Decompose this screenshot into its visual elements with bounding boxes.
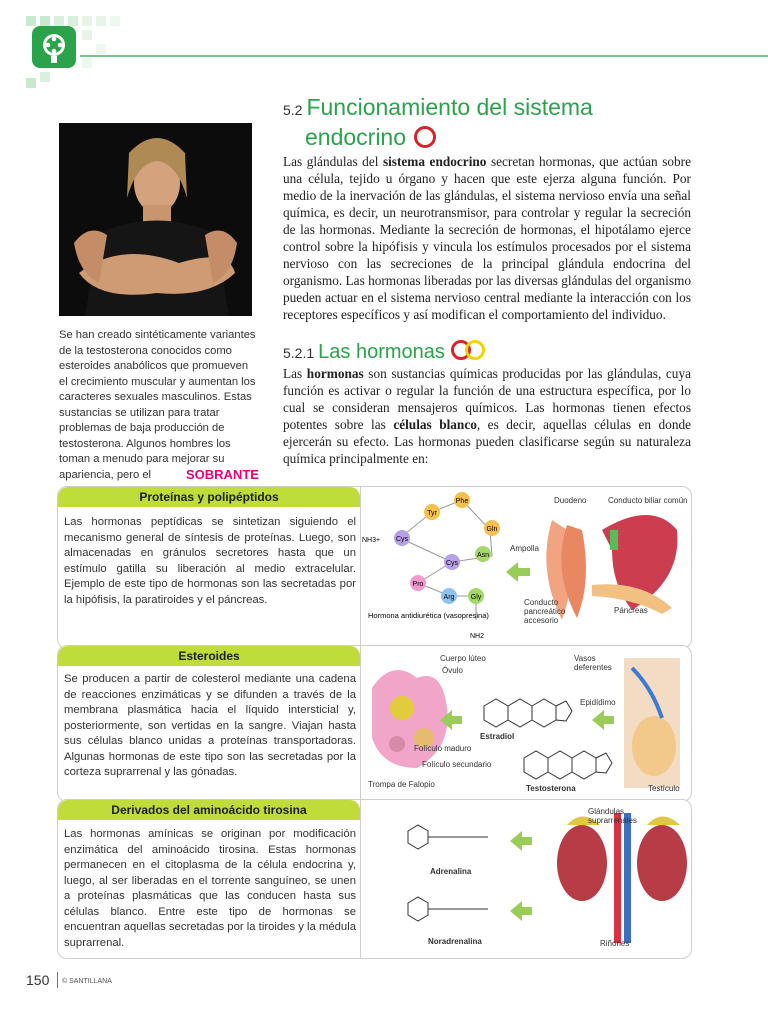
man-photo [59, 123, 252, 316]
testosterona-label: Testosterona [526, 784, 576, 793]
red-circle-mark [414, 126, 436, 148]
node-label: Arg [443, 594, 455, 601]
estradiol-label: Estradiol [480, 732, 515, 741]
yellow-circle-mark [465, 340, 485, 360]
footer-divider [57, 972, 58, 988]
adrenal-diagram [362, 803, 688, 953]
bodybuilder-illustration [59, 123, 252, 316]
card-text: Las hormonas peptídicas se sintetizan siguiendo el mecanismo general de síntesis de proteínas. Luego, son almacenadas en gránulos secretores hasta que un estímulo gatilla su liberación al medio extracelular. Ejemplo de este tipo de hormonas son las secretadas por la hipófisis, la paratiroides y el páncreas. [64, 516, 356, 606]
foliculo-maduro-label: Folículo maduro [414, 744, 472, 753]
film-reel-icon [32, 26, 76, 68]
ovulo-label: Óvulo [442, 666, 463, 675]
sobrante-overlay: SOBRANTE [186, 467, 259, 482]
node-label: Gly [470, 594, 482, 601]
bold-term: hormonas [306, 366, 364, 381]
hormone-label: Hormona antidiurética (vasopresina) [368, 611, 489, 620]
arrow-icon [510, 831, 532, 851]
page-number: 150 [26, 972, 50, 988]
pancreas-label: Páncreas [614, 606, 648, 615]
nh3-label: NH3+ [362, 537, 381, 544]
conducto-pancreatico-label: Conducto pancreático accesorio [524, 598, 566, 625]
arrow-icon [506, 562, 530, 582]
duodeno-label: Duodeno [554, 496, 587, 505]
text-run: Las [283, 366, 307, 381]
noradrenalina-label: Noradrenalina [428, 937, 482, 946]
section-number: 5.2 [283, 102, 303, 118]
text-run: secretan hormonas, que actúan sobre una célula, tejido u órgano y hacen que este ejerza alguna función. Por medio de la inervación de las glándulas, el sistema nervioso envía una señal química, es decir, un neurotransmisor, para controlar y regular la secreción de las hormonas. Mediante la secreción de hormonas, el hipotálamo ejerce control sobre la hipófisis y vincula los estímulos procesados por el sistema nervioso con las secreciones de la principal glándula endocrina del organismo. Las hormonas liberadas por las diversas glándulas del organismo pueden actuar en el sistema nervioso central mediante la interacción con los receptores específicos y así modifican el comportamiento del individuo. [283, 154, 691, 322]
adrenalina-label: Adrenalina [430, 867, 472, 876]
card-text-panel [58, 800, 361, 958]
node-label: Tyr [427, 510, 437, 517]
foliculo-secundario-label: Folículo secundario [422, 760, 492, 769]
vasos-label: Vasos deferentes [574, 654, 612, 672]
card-text-panel [58, 646, 361, 801]
arrow-icon [592, 710, 614, 730]
bold-term: sistema endocrino [382, 154, 487, 169]
text-run: , es decir, aquellas células en donde ejercerán su efecto. Las hormonas pueden clasificarse según su naturaleza química principalmente en: [283, 417, 692, 466]
node-label: Pro [412, 581, 424, 588]
section-title-line2: endocrino [305, 124, 407, 150]
subsection-title-text: Las hormonas [318, 341, 445, 363]
node-label: Phe [455, 498, 469, 505]
figure-steroids [362, 648, 688, 796]
section-title-line2-row [305, 124, 436, 151]
card-title: Esteroides [58, 646, 360, 666]
subsection-paragraph [283, 365, 691, 467]
figure-adrenal [362, 803, 688, 953]
node-label: Cys [395, 536, 409, 543]
trompa-label: Trompa de Falopio [368, 780, 435, 789]
publisher-label: © SANTILLANA [62, 978, 112, 985]
epididimo-label: Epidídimo [580, 698, 616, 707]
card-title: Derivados del aminoácido tirosina [58, 800, 360, 820]
subsection-number: 5.2.1 [283, 345, 315, 361]
rinones-label: Riñones [600, 939, 630, 948]
arrow-icon [510, 901, 532, 921]
ampolla-label: Ampolla [510, 544, 539, 553]
conducto-biliar-label: Conducto biliar común [608, 496, 688, 505]
section-title-line1: Funcionamiento del sistema [306, 94, 593, 120]
cuerpo-luteo-label: Cuerpo lúteo [440, 654, 486, 663]
card-text: Las hormonas amínicas se originan por modificación enzimática del aminoácido tirosina. Estas hormonas permanecen en el citoplasma de la célula endocrina y, luego, al ser liberadas en el torrente sanguíneo, se unen a proteínas plasmáticas que las conducen hasta sus células blanco. Entre este tipo de hormonas se encuentran aquellas secretadas por la tiroides y la médula suprarrenal. [64, 828, 357, 949]
nh2-label: NH2 [470, 633, 485, 640]
text-run: son sustancias químicas producidas por las glándulas, cuya función es activar o regular la función de una estructura específica, por lo cual se consideran mensajeros químicos. Las hormonas tienen efectos potentes sobre las [283, 366, 691, 432]
glandulas-label: Glándulas suprarrenales [588, 807, 637, 825]
section-title [283, 94, 743, 121]
bold-term: células blanco [393, 417, 477, 432]
card-text-panel [58, 487, 361, 648]
sidebar-caption: Se han creado sintéticamente variantes de la testosterona conocidos como esteroides anabólicos que promueven el crecimiento muscular y aumentan los caracteres sexuales masculinos. Estas sustancias se utilizan para tratar problemas de baja producción de testosterona. Algunos hombres los toman a menudo para mejorar su apariencia, pero el [59, 329, 256, 481]
node-label: Gln [486, 526, 498, 533]
node-label: Asn [476, 552, 490, 559]
header-decoration [0, 0, 768, 90]
text-run: Las glándulas del [283, 154, 383, 169]
testiculo-label: Testículo [648, 784, 680, 793]
section-paragraph [283, 153, 691, 323]
steroid-diagram [362, 648, 688, 796]
header-squares [0, 0, 768, 90]
card-title: Proteínas y polipéptidos [58, 487, 360, 507]
card-text: Se producen a partir de colesterol mediante una cadena de reacciones enzimáticas y se difunden a través de la membrana plasmática hacia el líquido intersticial y, posteriormente, son vertidas en la sangre. Viajan hasta sus células blanco unidas a proteínas transportadoras. Algunas hormonas de este tipo son las secretadas por la corteza suprarrenal y las gónadas. [64, 673, 356, 778]
figure-vasopressin-pancreas [362, 490, 688, 645]
node-label: Cys [445, 560, 459, 567]
subsection-title [283, 340, 485, 364]
